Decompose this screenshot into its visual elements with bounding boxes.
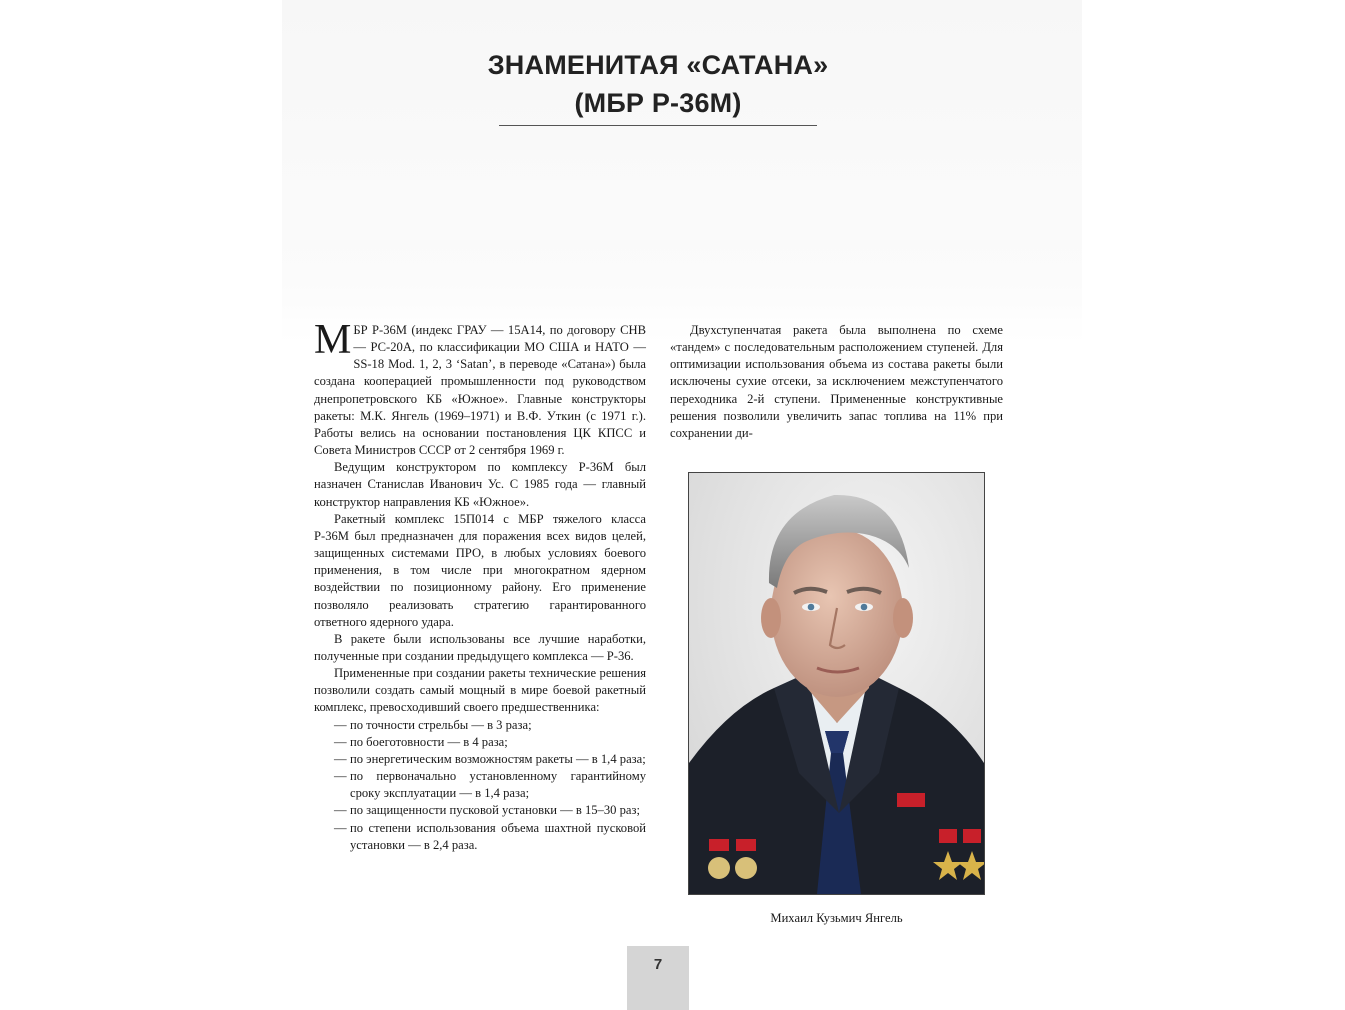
list-item: — по степени использования объема шахтной пусковой установки — в 2,4 раза.	[334, 820, 646, 852]
list-item: — по защищенности пусковой установки — в 15–30 раз;	[334, 803, 640, 818]
portrait-photo	[688, 472, 985, 895]
paragraph-1	[314, 317, 646, 459]
list-item: — по боеготовности — в 4 раза;	[334, 734, 508, 749]
title-line-2: (МБР Р-36М)	[574, 88, 742, 118]
list-item: — по первоначально установленному гарантийному сроку эксплуатации — в 1,4 раза;	[334, 769, 646, 801]
paragraph-5: Примененные при создании ракеты технические решения позволили создать самый мощный в мире боевой ракетный комплекс, превосходивший своего предшественника:	[314, 666, 646, 715]
drop-cap: М	[314, 317, 352, 363]
portrait-illustration	[689, 473, 984, 894]
comparison-list	[314, 717, 646, 854]
title-line-1: ЗНАМЕНИТАЯ «САТАНА»	[487, 50, 829, 80]
right-text-column	[670, 322, 1003, 442]
paragraph-4: В ракете были использованы все лучшие наработки, полученные при создании предыдущего комплекса — Р-36.	[314, 631, 646, 663]
left-text-column	[314, 317, 646, 854]
list-item: — по точности стрельбы — в 3 раза;	[334, 717, 532, 732]
paragraph-2: Ведущим конструктором по комплексу Р-36М был назначен Станислав Иванович Ус. С 1985 года — главный конструктор направления КБ «Южное».	[314, 460, 646, 509]
title-underline	[499, 125, 817, 126]
page-number-tab	[627, 946, 689, 1010]
right-paragraph-1: Двухступенчатая ракета была выполнена по схеме «тандем» с последовательным расположением ступеней. Для оптимизации использования объема из состава ракеты были исключены сухие отсеки, за исключением межступенчатого переходника 2-й ступени. Примененные конструктивные решения позволили увеличить запас топлива на 11% при сохранении ди-	[670, 323, 1003, 440]
page-number: 7	[653, 956, 663, 973]
photo-caption: Михаил Кузьмич Янгель	[770, 911, 903, 925]
paragraph-1-text: БР Р-36М (индекс ГРАУ — 15А14, по договору СНВ — РС-20А, по классификации МО США и НАТО — SS-18 Mod. 1, 2, 3 ‘Satan’, в переводе «Сатана») была создана кооперацией промышленности под руководством днепропетровского КБ «Южное». Главные конструкторы ракеты: М.К. Янгель (1969–1971) и В.Ф. Уткин (с 1971 г.). Работы велись на основании постановления ЦК КПСС и Совета Министров СССР от 2 сентября 1969 г.	[314, 323, 646, 458]
list-item: — по энергетическим возможностям ракеты — в 1,4 раза;	[334, 751, 646, 766]
paragraph-3: Ракетный комплекс 15П014 с МБР тяжелого класса Р-36М был предназначен для поражения всех видов целей, защищенных системами ПРО, в любых условиях боевого применения, в том числе при многократном ядерном воздействии по позиционному району. Его применение позволяло реализовать стратегию гарантированного ответного ядерного удара.	[314, 511, 646, 629]
page-title	[430, 46, 886, 122]
